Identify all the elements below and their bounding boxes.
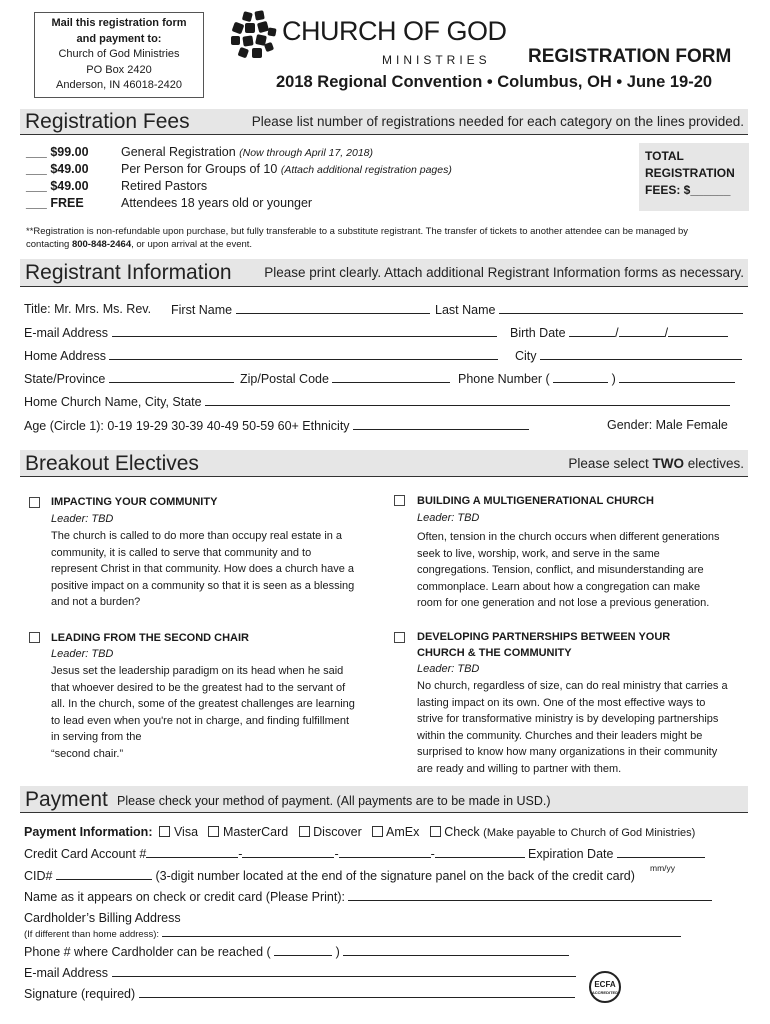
fee-desc-3: Retired Pastors bbox=[121, 179, 208, 193]
payment-email-field[interactable] bbox=[112, 965, 576, 977]
disclaimer-text-a: contacting bbox=[26, 239, 72, 250]
cid-label: CID# bbox=[24, 869, 53, 883]
electives-note-c: electives. bbox=[683, 456, 744, 471]
birth-year-field[interactable] bbox=[668, 325, 728, 337]
logo-subtitle: MINISTRIES bbox=[382, 53, 491, 67]
birth-day-field[interactable] bbox=[619, 325, 665, 337]
electives-section-header bbox=[20, 450, 748, 477]
signature-label: Signature (required) bbox=[24, 987, 136, 1001]
total-line-2: REGISTRATION bbox=[645, 166, 735, 180]
billing-field[interactable] bbox=[162, 925, 681, 937]
fee-price-1[interactable]: ___ $99.00 bbox=[26, 145, 89, 159]
fee-price-3[interactable]: ___ $49.00 bbox=[26, 179, 89, 193]
elective-2-title: BUILDING A MULTIGENERATIONAL CHURCH bbox=[417, 495, 654, 507]
total-line-3: FEES: $______ bbox=[645, 183, 731, 197]
state-field[interactable] bbox=[109, 371, 234, 383]
elective-3-checkbox[interactable] bbox=[29, 632, 40, 643]
elective-1-title: IMPACTING YOUR COMMUNITY bbox=[51, 496, 218, 508]
church-label: Home Church Name, City, State bbox=[24, 395, 202, 409]
registrant-section-header bbox=[20, 259, 748, 287]
visa-label: Visa bbox=[173, 825, 199, 839]
last-name-field[interactable] bbox=[499, 302, 743, 314]
form-title: REGISTRATION FORM bbox=[528, 46, 732, 67]
payment-email-label: E-mail Address bbox=[24, 966, 109, 980]
signature-row bbox=[24, 986, 575, 1001]
phone-area-field[interactable] bbox=[553, 371, 608, 383]
zip-field[interactable] bbox=[332, 371, 450, 383]
disclaimer-text-b: , or upon arrival at the event. bbox=[131, 239, 253, 250]
expiration-field[interactable] bbox=[617, 846, 705, 858]
first-name-field[interactable] bbox=[236, 302, 430, 314]
fee-desc-1 bbox=[121, 145, 373, 159]
fee-desc-2 bbox=[121, 162, 452, 176]
mail-line-3: Church of God Ministries bbox=[58, 48, 180, 60]
phone-row: Phone Number ( ) bbox=[458, 371, 735, 386]
electives-section-title: Breakout Electives bbox=[25, 452, 199, 475]
elective-4-leader: Leader: TBD bbox=[417, 663, 480, 675]
state-row bbox=[24, 371, 234, 386]
cc-field-1[interactable] bbox=[146, 846, 238, 858]
home-address-field[interactable] bbox=[109, 348, 498, 360]
expiration-label: Expiration Date bbox=[528, 847, 614, 861]
gender-label[interactable]: Gender: Male Female bbox=[607, 418, 728, 432]
signature-field[interactable] bbox=[139, 986, 575, 998]
mail-line-5: Anderson, IN 46018-2420 bbox=[56, 79, 182, 91]
electives-section-note bbox=[568, 456, 744, 471]
elective-3-title: LEADING FROM THE SECOND CHAIR bbox=[51, 632, 249, 644]
cid-row bbox=[24, 868, 635, 883]
cid-note: (3-digit number located at the end of the signature panel on the back of the credit card) bbox=[155, 869, 635, 883]
home-address-row bbox=[24, 348, 498, 363]
payment-email-row bbox=[24, 965, 576, 980]
church-field[interactable] bbox=[205, 394, 730, 406]
registrant-section-title: Registrant Information bbox=[25, 261, 232, 284]
total-fees-box[interactable] bbox=[639, 143, 749, 211]
fees-section-header bbox=[20, 109, 748, 135]
zip-row bbox=[240, 371, 450, 386]
email-field[interactable] bbox=[112, 325, 497, 337]
logo-title: CHURCH OF GOD bbox=[282, 16, 507, 46]
city-field[interactable] bbox=[540, 348, 742, 360]
electives-note-two: TWO bbox=[652, 456, 684, 471]
fee-desc-4: Attendees 18 years old or younger bbox=[121, 196, 313, 210]
elective-4-checkbox[interactable] bbox=[394, 632, 405, 643]
church-row bbox=[24, 394, 730, 409]
payment-section-note: Please check your method of payment. (All payments are to be made in USD.) bbox=[117, 794, 551, 808]
elective-4-title-2: CHURCH & THE COMMUNITY bbox=[417, 647, 572, 659]
expiration-row bbox=[528, 846, 705, 861]
mail-address-box bbox=[34, 12, 204, 98]
check-note: (Make payable to Church of God Ministries) bbox=[483, 827, 696, 839]
mail-line-2: and payment to: bbox=[76, 32, 162, 45]
elective-1-leader: Leader: TBD bbox=[51, 513, 114, 525]
cardholder-phone-label: Phone # where Cardholder can be reached ( bbox=[24, 945, 271, 959]
cardholder-phone-area[interactable] bbox=[274, 944, 332, 956]
total-line-1: TOTAL bbox=[645, 149, 684, 163]
elective-2-desc: Often, tension in the church occurs when different generations seek to live, worship, work, and serve in the same congregations. Tension, conflict, and misunderstanding are commonplace. Learn about how a congregation can make room for one generation and not lose a previous generation. bbox=[417, 531, 720, 609]
elective-2-leader: Leader: TBD bbox=[417, 512, 480, 524]
email-row bbox=[24, 325, 497, 340]
check-label: Check bbox=[444, 825, 480, 839]
cc-field-3[interactable] bbox=[339, 846, 431, 858]
convention-info: 2018 Regional Convention • Columbus, OH • June 19-20 bbox=[276, 73, 713, 91]
elective-4-desc: No church, regardless of size, can do real ministry that carries a lasting impact on its own. One of the most effective ways to strive for transformative ministry is by developing partnerships within the community. Churches and their leaders might be surprised to know how many organizations in their community are ready and willing to partner with them. bbox=[417, 680, 728, 775]
fee-desc-2-text: Per Person for Groups of 10 bbox=[121, 162, 278, 176]
fee-desc-2-note: (Attach additional registration pages) bbox=[280, 164, 452, 176]
elective-2-checkbox[interactable] bbox=[394, 495, 405, 506]
cardholder-phone-row: Phone # where Cardholder can be reached ( ) bbox=[24, 944, 569, 959]
ethnicity-field[interactable] bbox=[353, 418, 529, 430]
mastercard-label: MasterCard bbox=[222, 825, 289, 839]
mmyy-hint: mm/yy bbox=[650, 863, 676, 873]
mail-line-4: PO Box 2420 bbox=[86, 63, 152, 76]
home-address-label: Home Address bbox=[24, 349, 106, 363]
cc-field-4[interactable] bbox=[435, 846, 525, 858]
ecfa-seal-sub: ACCREDITED bbox=[591, 990, 619, 995]
elective-3-leader: Leader: TBD bbox=[51, 648, 114, 660]
payment-section-header bbox=[20, 786, 748, 813]
mail-line-1: Mail this registration form bbox=[51, 17, 187, 29]
elective-1-checkbox[interactable] bbox=[29, 497, 40, 508]
discover-checkbox[interactable] bbox=[299, 826, 310, 837]
elective-1-desc: The church is called to do more than occupy real estate in a community, it is called to serve that community and to represent Christ in that community. How does a church have a positive impact on a community so that it is seen as a blessing and not a burden? bbox=[51, 530, 355, 608]
fee-desc-1-text: General Registration bbox=[121, 145, 236, 159]
age-row bbox=[24, 418, 529, 433]
birth-row: Birth Date / / bbox=[510, 325, 728, 340]
billing-note: (If different than home address): bbox=[24, 929, 160, 940]
amex-label: AmEx bbox=[385, 825, 420, 839]
payment-section-title: Payment bbox=[25, 788, 108, 811]
phone-label: Phone Number ( bbox=[458, 372, 550, 386]
disclaimer-line-1: **Registration is non-refundable upon purchase, but fully transferable to a substitute registrant. The transfer of tickets to another attendee can be managed by bbox=[26, 226, 689, 237]
elective-3-desc: Jesus set the leadership paradigm on its head when he said that whoever desired to be the greatest had to the servant of all. In the church, some of the greatest challenges are learning to lead even when you're not in charge, and finding fulfillment in serving from the “second chair.” bbox=[51, 665, 355, 760]
last-name-row bbox=[435, 302, 743, 317]
birth-month-field[interactable] bbox=[569, 325, 615, 337]
birth-label: Birth Date bbox=[510, 326, 566, 340]
mastercard-checkbox[interactable] bbox=[208, 826, 219, 837]
registrant-section-note: Please print clearly. Attach additional Registrant Information forms as necessary. bbox=[264, 265, 744, 280]
billing-label: Cardholder’s Billing Address bbox=[24, 911, 181, 925]
ecfa-seal-icon bbox=[589, 971, 621, 1003]
cardholder-phone-field[interactable] bbox=[343, 944, 569, 956]
city-label: City bbox=[515, 349, 537, 363]
discover-label: Discover bbox=[313, 825, 362, 839]
fee-desc-1-note: (Now through April 17, 2018) bbox=[239, 147, 373, 159]
check-checkbox[interactable] bbox=[430, 826, 441, 837]
fees-section-note: Please list number of registrations needed for each category on the lines provided. bbox=[251, 114, 744, 129]
disclaimer-phone: 800-848-2464 bbox=[71, 239, 132, 250]
disclaimer-line-2 bbox=[26, 239, 252, 250]
first-name-row bbox=[171, 302, 430, 317]
fee-price-2[interactable]: ___ $49.00 bbox=[26, 162, 89, 176]
email-label: E-mail Address bbox=[24, 326, 109, 340]
billing-row bbox=[24, 925, 681, 940]
name-label: Name as it appears on check or credit card (Please Print): bbox=[24, 890, 345, 904]
last-name-label: Last Name bbox=[435, 303, 496, 317]
zip-label: Zip/Postal Code bbox=[240, 372, 329, 386]
elective-4-title: DEVELOPING PARTNERSHIPS BETWEEN YOUR bbox=[417, 631, 671, 643]
cc-row: Credit Card Account # - - - bbox=[24, 846, 525, 861]
ecfa-seal-text: ECFA bbox=[594, 980, 616, 989]
church-logo-icon bbox=[229, 10, 279, 62]
age-label[interactable]: Age (Circle 1): 0-19 19-29 30-39 40-49 50-59 60+ Ethnicity bbox=[24, 419, 350, 433]
state-label: State/Province bbox=[24, 372, 106, 386]
payment-method-row bbox=[24, 825, 695, 839]
cc-field-2[interactable] bbox=[242, 846, 334, 858]
fees-section-title: Registration Fees bbox=[25, 110, 190, 133]
fee-price-4[interactable]: ___ FREE bbox=[26, 196, 84, 210]
electives-note-a: Please select bbox=[568, 456, 653, 471]
cc-label: Credit Card Account # bbox=[24, 847, 147, 861]
first-name-label: First Name bbox=[171, 303, 233, 317]
amex-checkbox[interactable] bbox=[372, 826, 383, 837]
name-row bbox=[24, 889, 712, 904]
title-label[interactable]: Title: Mr. Mrs. Ms. Rev. bbox=[24, 302, 152, 316]
city-row bbox=[515, 348, 742, 363]
payment-info-label: Payment Information: bbox=[24, 825, 153, 839]
phone-number-field[interactable] bbox=[619, 371, 735, 383]
cid-field[interactable] bbox=[56, 868, 152, 880]
visa-checkbox[interactable] bbox=[159, 826, 170, 837]
name-field[interactable] bbox=[348, 889, 712, 901]
